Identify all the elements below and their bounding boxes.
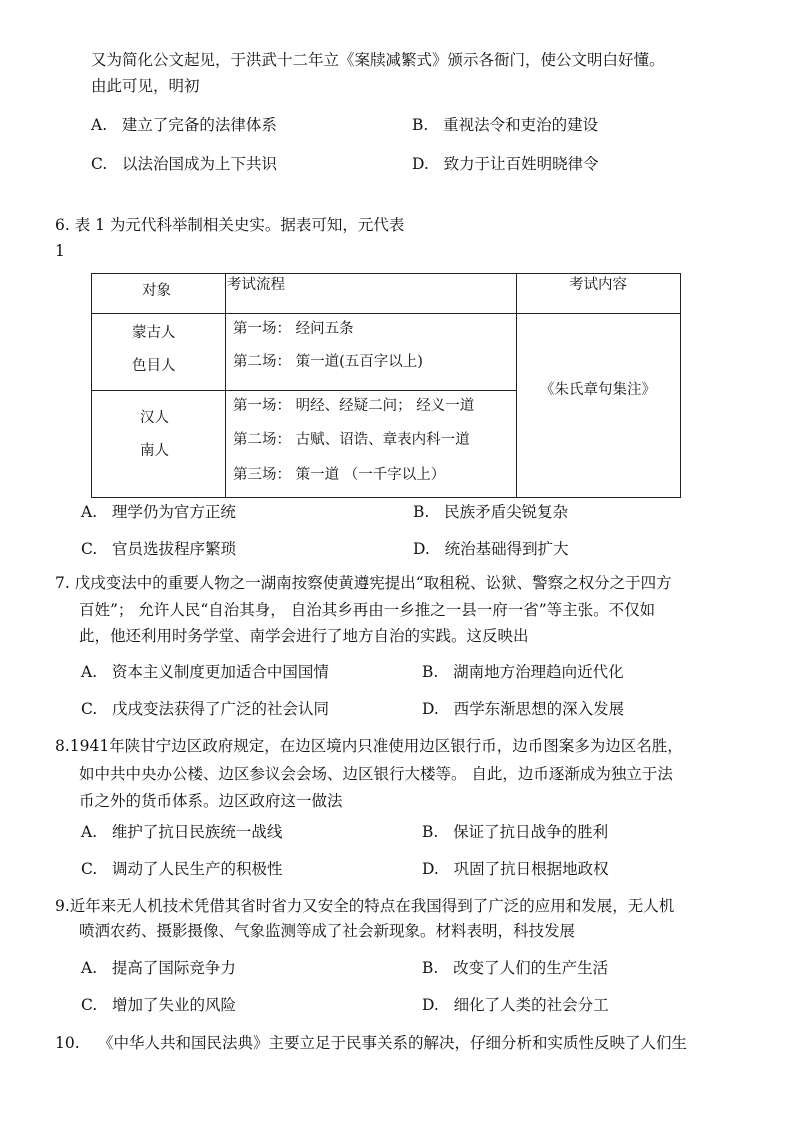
- table-divider-v1: [225, 274, 226, 497]
- q8-stem-line2: 如中共中央办公楼、边区参议会会场、边区银行大楼等。 自此，边币逐渐成为独立于法: [79, 765, 673, 783]
- q6-option-d: D. 统治基础得到扩大: [413, 540, 569, 558]
- q8-option-c: C. 调动了人民生产的积极性: [81, 860, 283, 878]
- q7-stem-line3: 此，他还利用时务学堂、南学会进行了地方自治的实践。这反映出: [79, 627, 529, 645]
- table-divider-v2: [516, 274, 517, 497]
- table-divider-h2: [92, 390, 516, 391]
- table-content: 《朱氏章句集注》: [540, 382, 656, 398]
- q6-stem: 6. 表 1 为元代科举制相关史实。据表可知，元代表: [55, 216, 405, 234]
- table-round-2c: 第三场： 策一道 （一千字以上）: [233, 467, 446, 483]
- q5-option-b: B. 重视法令和吏治的建设: [412, 116, 599, 134]
- table-divider-h1: [92, 313, 680, 314]
- q10-number: 10.: [55, 1034, 80, 1052]
- q8-option-d: D. 巩固了抗日根据地政权: [422, 860, 609, 878]
- q8-stem-line3: 币之外的货币体系。边区政府这一做法: [79, 792, 343, 810]
- table-header-process: 考试流程: [227, 277, 285, 293]
- q9-option-b: B. 改变了人们的生产生活: [422, 959, 609, 977]
- table-subject-semu: 色目人: [132, 358, 176, 374]
- table-subject-han: 汉人: [140, 410, 169, 426]
- q6-table-number: 1: [55, 242, 65, 260]
- q9-stem-line2: 喷洒农药、摄影摄像、气象监测等成了社会新现象。材料表明，科技发展: [79, 922, 576, 940]
- q7-option-a: A. 资本主义制度更加适合中国国情: [81, 663, 329, 681]
- table-header-subject: 对象: [142, 283, 171, 299]
- q6-table: [91, 273, 681, 498]
- q6-option-a: A. 理学仍为官方正统: [81, 503, 236, 521]
- q10-stem-line1: 《中华人共和国民法典》主要立足于民事关系的解决，仔细分析和实质性反映了人们生: [98, 1034, 688, 1052]
- q7-stem-line1: 7. 戊戌变法中的重要人物之一湖南按察使黄遵宪提出“取租税、讼狱、警察之权分之于四方: [55, 574, 672, 592]
- q5-stem-line2: 由此可见，明初: [91, 77, 200, 95]
- q5-option-a: A. 建立了完备的法律体系: [91, 116, 277, 134]
- q7-option-b: B. 湖南地方治理趋向近代化: [422, 663, 624, 681]
- q5-option-c: C. 以法治国成为上下共识: [91, 155, 278, 173]
- q8-option-a: A. 维护了抗日民族统一战线: [81, 823, 283, 841]
- q9-option-a: A. 提高了国际竞争力: [81, 959, 236, 977]
- table-round-1b: 第二场： 策一道(五百字以上): [233, 354, 423, 370]
- q7-option-c: C. 戊戌变法获得了广泛的社会认同: [81, 700, 330, 718]
- table-subject-mongol: 蒙古人: [132, 325, 176, 341]
- table-round-1a: 第一场： 经问五条: [233, 321, 354, 337]
- q7-option-d: D. 西学东渐思想的深入发展: [422, 700, 625, 718]
- q6-option-c: C. 官员选拔程序繁琐: [81, 540, 237, 558]
- q8-stem-line1: 8.1941年陕甘宁边区政府规定，在边区境内只准使用边区银行币，边币图案多为边区名胜，: [55, 737, 683, 755]
- q9-option-d: D. 细化了人类的社会分工: [422, 996, 609, 1014]
- q6-option-b: B. 民族矛盾尖锐复杂: [413, 503, 569, 521]
- q7-stem-line2: 百姓”； 允许人民“自治其身， 自治其乡再由一乡推之一县一府一省”等主张。不仅如: [79, 601, 656, 619]
- q9-option-c: C. 增加了失业的风险: [81, 996, 237, 1014]
- table-round-2a: 第一场： 明经、经疑二问； 经义一道: [233, 398, 475, 414]
- q5-stem-line1: 又为简化公文起见，于洪武十二年立《案牍减繁式》颁示各衙门，使公文明白好懂。: [91, 51, 665, 69]
- q8-option-b: B. 保证了抗日战争的胜利: [422, 823, 609, 841]
- table-subject-nan: 南人: [140, 443, 169, 459]
- table-round-2b: 第二场： 古赋、诏诰、章表内科一道: [233, 432, 470, 448]
- table-header-content: 考试内容: [569, 277, 627, 293]
- q9-stem-line1: 9.近年来无人机技术凭借其省时省力又安全的特点在我国得到了广泛的应用和发展，无人机: [55, 897, 675, 915]
- q5-option-d: D. 致力于让百姓明晓律令: [412, 155, 599, 173]
